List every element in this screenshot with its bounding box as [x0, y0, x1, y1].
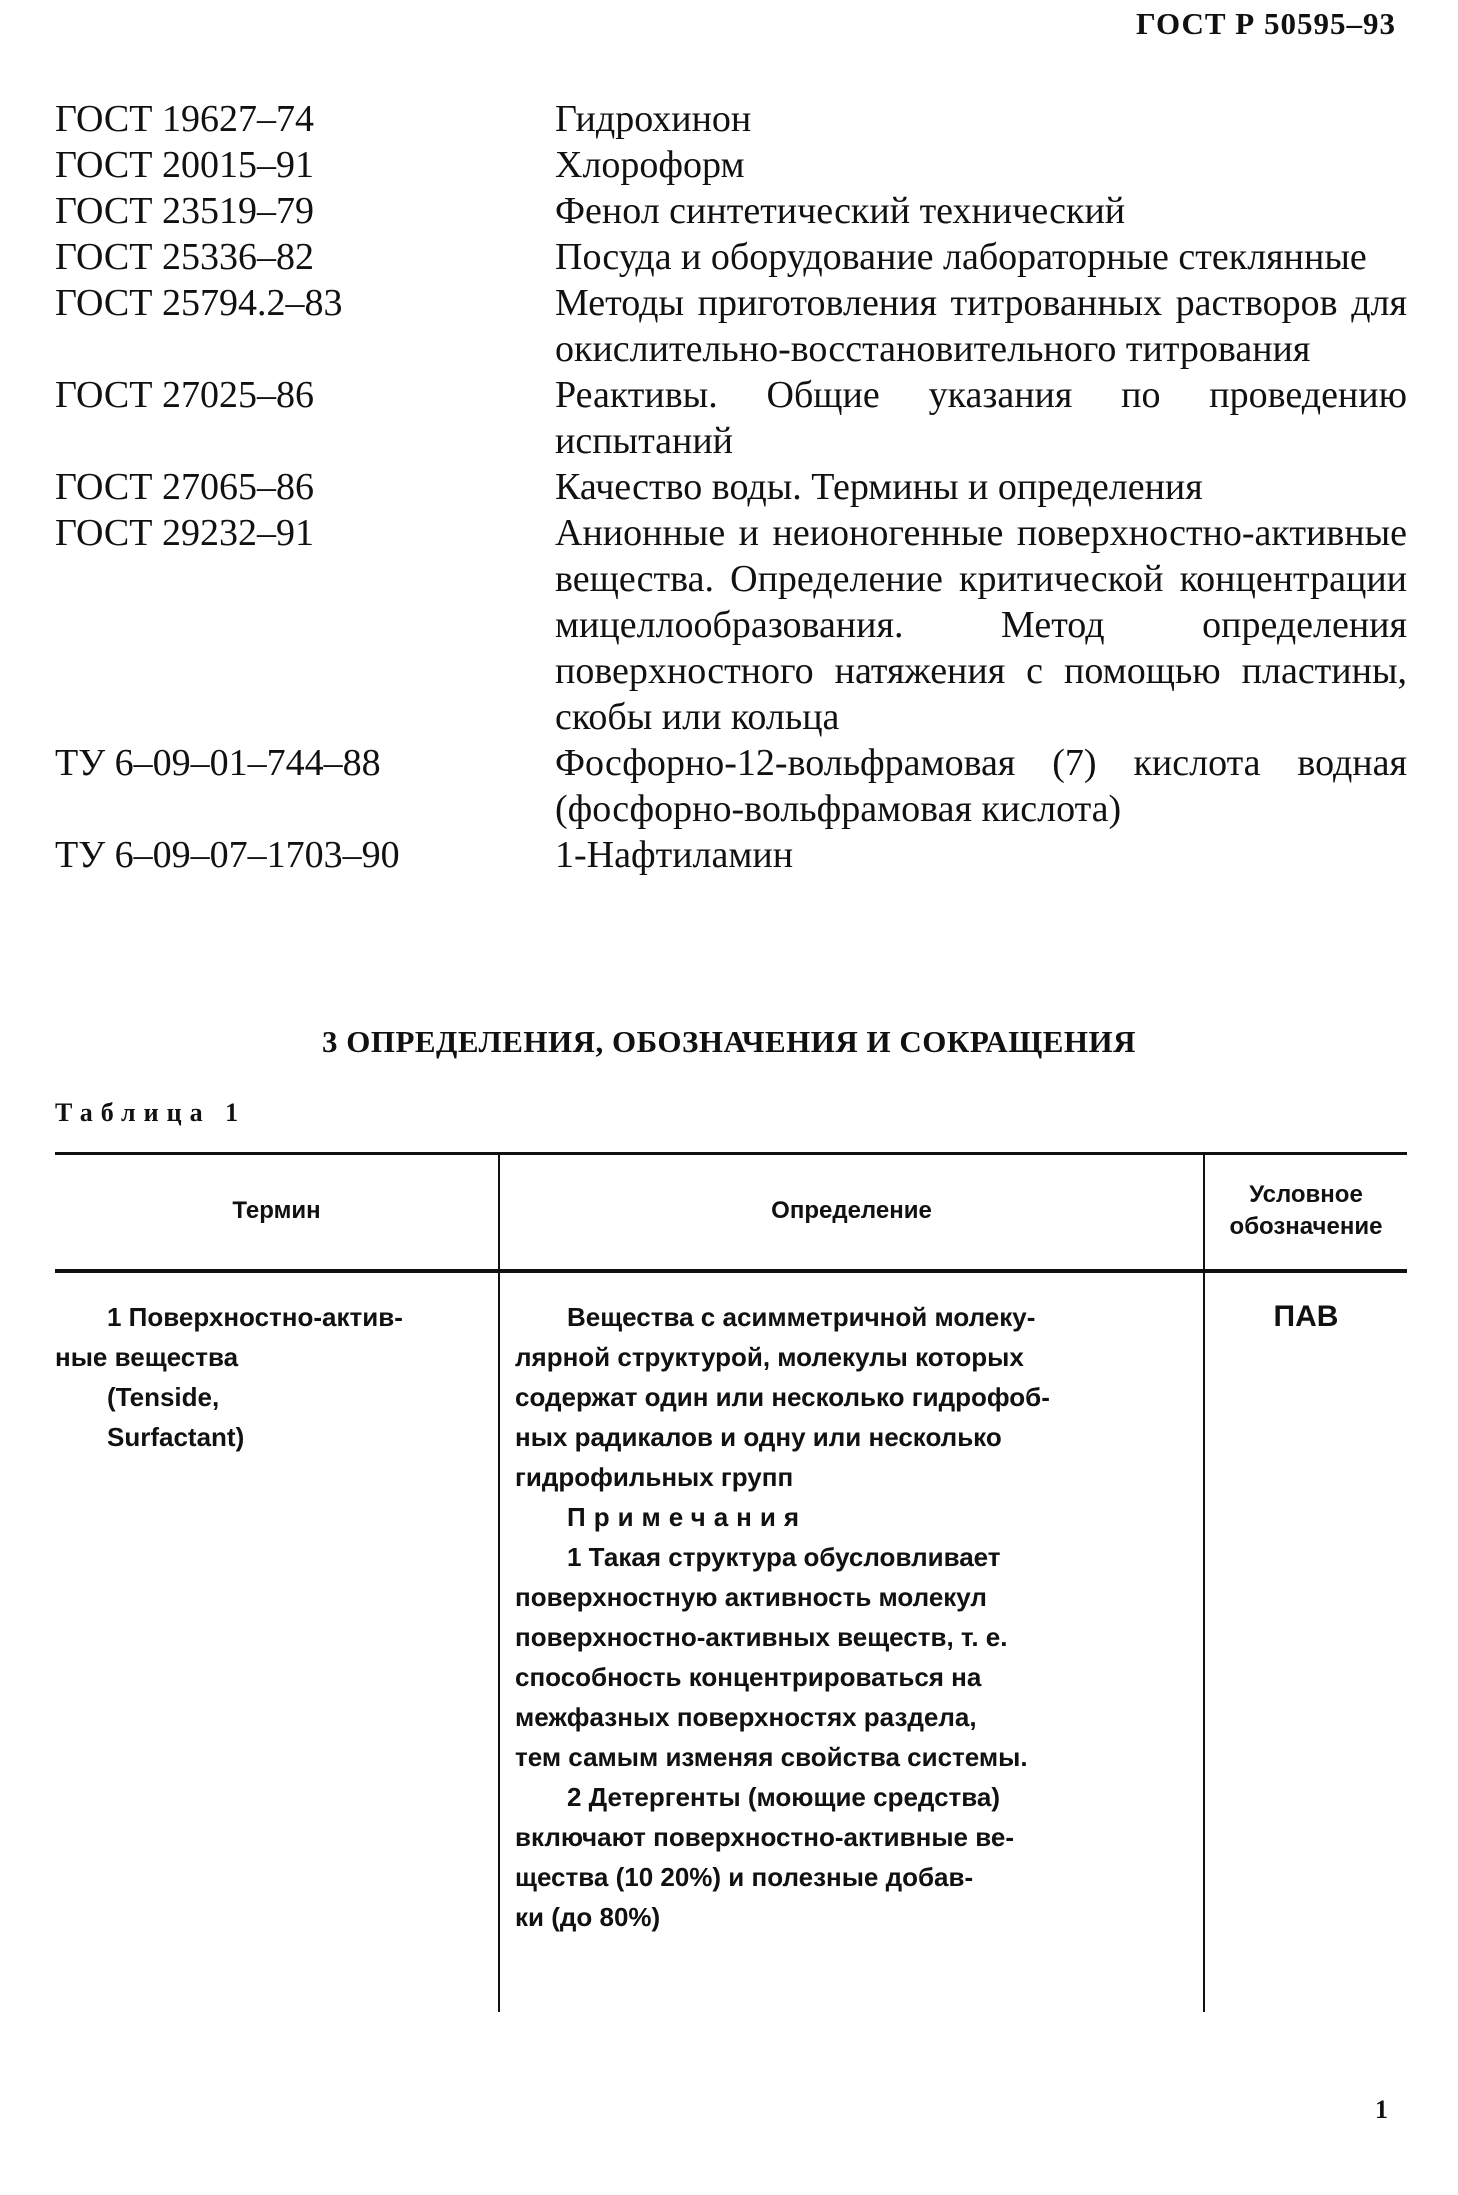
- definition-line: содержат один или несколько гидрофоб-: [515, 1382, 1050, 1412]
- reference-title: Реактивы. Общие указания по проведению испытаний: [555, 374, 1407, 462]
- reference-title: Методы приготовления титрованных растворов для окислительно-восстановительного титрования: [555, 282, 1407, 370]
- note-line: поверхностно-активных веществ, т. е.: [515, 1622, 1008, 1652]
- reference-title: Качество воды. Термины и определения: [555, 466, 1203, 508]
- reference-code: ГОСТ 27025–86: [55, 374, 314, 416]
- section-title: 3 ОПРЕДЕЛЕНИЯ, ОБОЗНАЧЕНИЯ И СОКРАЩЕНИЯ: [321, 1024, 1137, 1059]
- definitions-table: [55, 1152, 1407, 2012]
- column-divider: [1203, 1152, 1205, 2012]
- header-abbreviation: [1205, 1152, 1407, 1269]
- note-line: 1 Такая структура обусловливает: [567, 1542, 1001, 1572]
- note-line: щества (10 20%) и полезные добав-: [515, 1862, 974, 1892]
- reference-list: [55, 96, 1407, 878]
- reference-title: Фосфорно-12-вольфрамовая (7) кислота водная (фосфорно-вольфрамовая кислота): [555, 742, 1407, 830]
- reference-row: [55, 510, 1407, 740]
- reference-code: ГОСТ 19627–74: [55, 98, 314, 140]
- reference-row: [55, 464, 1407, 510]
- page-number: 1: [1375, 2095, 1388, 2124]
- reference-row: [55, 832, 1407, 878]
- reference-title: Фенол синтетический технический: [555, 190, 1126, 232]
- abbreviation-cell: ПАВ: [1273, 1300, 1339, 1333]
- note-line: межфазных поверхностях раздела,: [515, 1702, 977, 1732]
- reference-title: Анионные и неионогенные поверхностно-активные вещества. Определение критической концентрации мицеллообразования. Метод определения поверхностного натяжения с помощью пластины, скобы или кольца: [555, 512, 1407, 738]
- reference-code: ГОСТ 25336–82: [55, 236, 314, 278]
- reference-title: Гидрохинон: [555, 98, 752, 140]
- term-text: Surfactant): [107, 1422, 245, 1452]
- definition-line: Вещества с асимметричной молеку-: [567, 1302, 1036, 1332]
- reference-row: [55, 280, 1407, 372]
- reference-row: [55, 96, 1407, 142]
- reference-code: ГОСТ 20015–91: [55, 144, 314, 186]
- definition-line: гидрофильных групп: [515, 1462, 794, 1492]
- header-abbreviation-line: Условное: [1249, 1180, 1363, 1208]
- term-cell: [55, 1297, 485, 1457]
- reference-code: ГОСТ 23519–79: [55, 190, 314, 232]
- note-line: включают поверхностно-активные ве-: [515, 1822, 1015, 1852]
- term-text: 1 Поверхностно-актив-: [107, 1302, 403, 1332]
- table-label: Таблица 1: [55, 1098, 247, 1127]
- reference-row: [55, 740, 1407, 832]
- reference-row: [55, 372, 1407, 464]
- note-line: ки (до 80%): [515, 1902, 661, 1932]
- reference-code: ГОСТ 27065–86: [55, 466, 314, 508]
- reference-row: [55, 142, 1407, 188]
- reference-code: ТУ 6–09–01–744–88: [55, 742, 381, 784]
- note-line: способность концентрироваться на: [515, 1662, 982, 1692]
- reference-title: Посуда и оборудование лабораторные стеклянные: [555, 236, 1367, 278]
- note-line: 2 Детергенты (моющие средства): [567, 1782, 1001, 1812]
- document-header: ГОСТ Р 50595–93: [1136, 6, 1396, 41]
- column-divider: [498, 1152, 500, 2012]
- reference-row: [55, 234, 1407, 280]
- definition-line: ных радикалов и одну или несколько: [515, 1422, 1002, 1452]
- note-line: тем самым изменяя свойства системы.: [515, 1742, 1028, 1772]
- term-text: ные вещества: [55, 1342, 239, 1372]
- reference-code: ГОСТ 29232–91: [55, 512, 314, 554]
- notes-heading: Примечания: [567, 1502, 808, 1532]
- reference-code: ТУ 6–09–07–1703–90: [55, 834, 400, 876]
- header-definition: Определение: [771, 1196, 932, 1224]
- header-abbreviation-line: обозначение: [1229, 1212, 1383, 1240]
- reference-code: ГОСТ 25794.2–83: [55, 282, 343, 324]
- definition-cell: [515, 1297, 1195, 1937]
- note-line: поверхностную активность молекул: [515, 1582, 987, 1612]
- reference-title: Хлороформ: [555, 144, 745, 186]
- reference-title: 1-Нафтиламин: [555, 834, 794, 876]
- definition-line: лярной структурой, молекулы которых: [515, 1342, 1024, 1372]
- reference-row: [55, 188, 1407, 234]
- header-term: Термин: [232, 1196, 321, 1224]
- term-text: (Tenside,: [107, 1382, 220, 1412]
